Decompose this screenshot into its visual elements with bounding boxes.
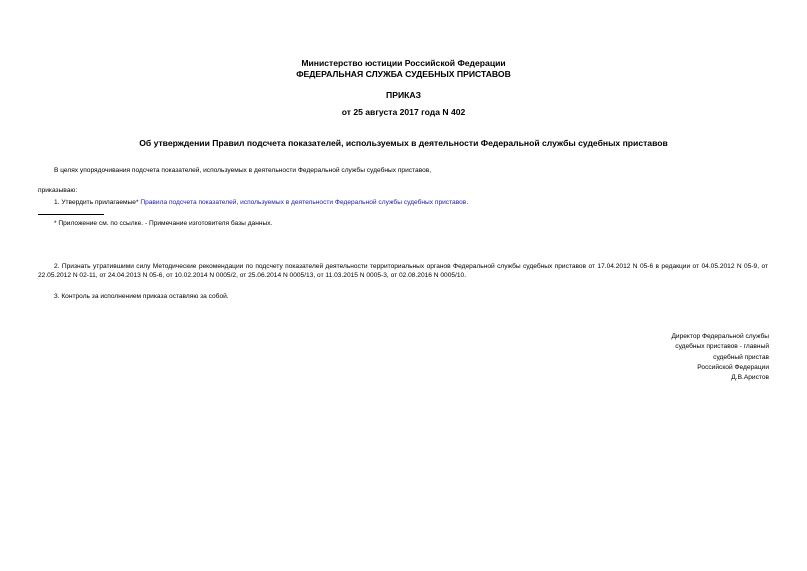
- preamble-text: В целях упорядочивания подсчета показателей, используемых в деятельности Федеральной службы судебных приставов,: [54, 167, 432, 174]
- item-1: [54, 198, 468, 207]
- service-name: ФЕДЕРАЛЬНАЯ СЛУЖБА СУДЕБНЫХ ПРИСТАВОВ: [296, 69, 511, 79]
- item-2: 2. Признать утратившими силу Методические рекомендации по подсчету показателей деятельности территориальных органов Федеральной службы судебных приставов от 17.04.2012 N 05-6 в редакции от 04.05.2012 N 05-9, от 22.05.2012 N 02-11, от 24.04.2013 N 05-6, от 10.02.2014 N 0005/2, от 25.06.2014 N 0005/13, от 11.03.2015 N 0005-3, от 02.08.2016 N 0005/10.: [38, 263, 768, 279]
- item-3: 3. Контроль за исполнением приказа оставляю за собой.: [54, 293, 229, 300]
- footnote-divider: [38, 214, 104, 215]
- item-1-prefix: 1. Утвердить прилагаемые*: [54, 199, 141, 206]
- signature-line-position-3: судебный пристав: [713, 353, 769, 361]
- document-type: ПРИКАЗ: [386, 90, 421, 100]
- signature-line-position: Директор Федеральной службы: [671, 333, 769, 340]
- footnote-text: * Приложение см. по ссылке. - Примечание изготовителя базы данных.: [54, 220, 273, 227]
- signature-line-position-2: судебных приставов - главный: [675, 343, 769, 351]
- signature-name: Д.В.Аристов: [731, 374, 769, 382]
- signature-block: [671, 332, 769, 383]
- document-date-number: от 25 августа 2017 года N 402: [341, 107, 466, 117]
- signature-line-country: Российской Федерации: [697, 363, 769, 371]
- rules-link[interactable]: Правила подсчета показателей, используемых в деятельности Федеральной службы судебных приставов: [140, 199, 467, 206]
- ministry-name: Министерство юстиции Российской Федерации: [301, 58, 506, 68]
- document-title: Об утверждении Правил подсчета показателей, используемых в деятельности Федеральной службы судебных приставов: [139, 138, 668, 148]
- item-1-suffix: .: [466, 199, 469, 206]
- order-word: приказываю:: [38, 187, 78, 194]
